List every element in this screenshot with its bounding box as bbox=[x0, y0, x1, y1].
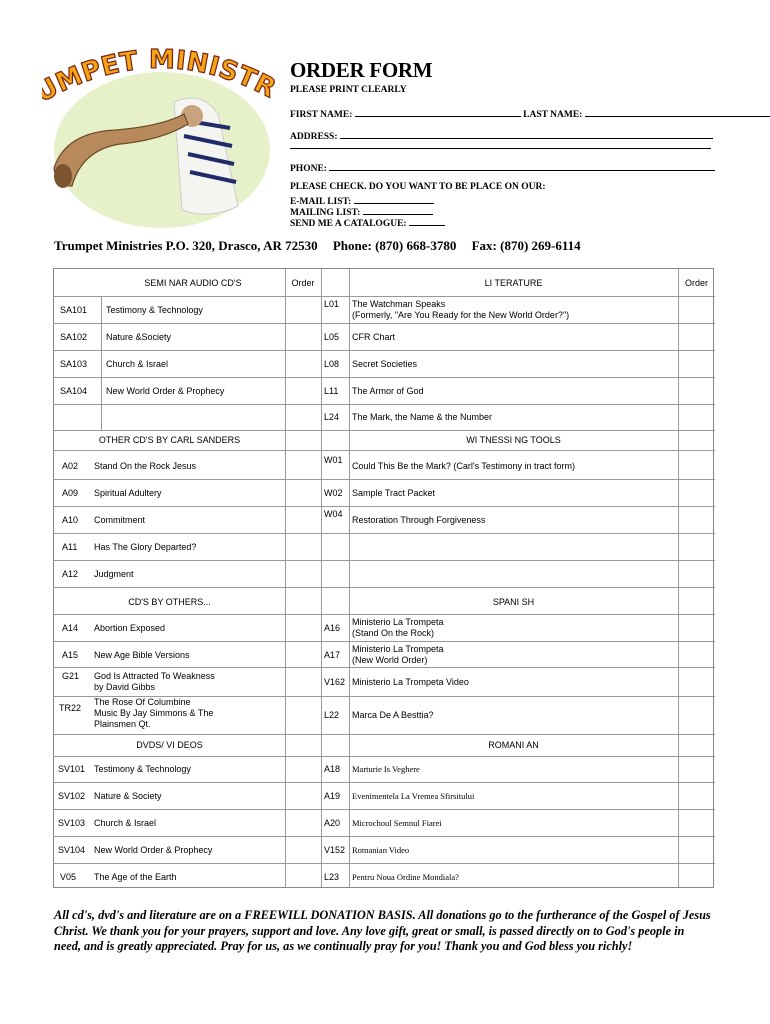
others-title: Abortion Exposed bbox=[94, 623, 166, 633]
others-code: G21 bbox=[62, 671, 80, 681]
logo-text: MPET MINISTR bbox=[51, 44, 281, 105]
address-line-2[interactable] bbox=[290, 148, 711, 149]
first-name-label: FIRST NAME: bbox=[290, 110, 353, 120]
witnessing-code: W02 bbox=[324, 488, 343, 498]
mailing-list-label: MAILING LIST: bbox=[290, 208, 361, 218]
dvd-title: Testimony & Technology bbox=[94, 764, 191, 774]
other-cd-title: Commitment bbox=[94, 515, 146, 525]
first-name-field[interactable] bbox=[355, 107, 521, 117]
witnessing-title: Restoration Through Forgiveness bbox=[352, 515, 486, 525]
logo-graphic bbox=[42, 40, 282, 230]
seminar-code: SA101 bbox=[60, 305, 88, 315]
literature-code: L05 bbox=[324, 332, 340, 342]
dvd-title: New World Order & Prophecy bbox=[94, 845, 213, 855]
spanish-code: A16 bbox=[324, 623, 341, 633]
witnessing-title: Could This Be the Mark? (Carl's Testimony in tract form) bbox=[352, 461, 575, 471]
other-cd-title: Has The Glory Departed? bbox=[94, 542, 197, 552]
cds-by-others-header: CD'S BY OTHERS... bbox=[128, 597, 211, 607]
last-name-field[interactable] bbox=[585, 107, 770, 117]
ministry-phone: Phone: (870) 668-3780 bbox=[332, 238, 457, 253]
others-code: A15 bbox=[62, 650, 79, 660]
order-header-left: Order bbox=[291, 278, 315, 288]
phone-label: PHONE: bbox=[290, 164, 327, 174]
other-cd-title: Stand On the Rock Jesus bbox=[94, 461, 197, 471]
others-code: A14 bbox=[62, 623, 79, 633]
last-name-label: LAST NAME: bbox=[523, 110, 583, 120]
check-prompt: PLEASE CHECK. DO YOU WANT TO BE PLACE ON OUR: bbox=[290, 182, 546, 192]
spanish-title: Ministerio La Trompeta Video bbox=[352, 677, 469, 687]
dvd-title: The Age of the Earth bbox=[94, 872, 177, 882]
spanish-title: Ministerio La Trompeta bbox=[352, 617, 444, 627]
spanish-code: L22 bbox=[324, 710, 340, 720]
dvd-code: V05 bbox=[60, 872, 77, 882]
other-cd-title: Judgment bbox=[94, 569, 134, 579]
other-cd-title: Spiritual Adultery bbox=[94, 488, 162, 498]
romanian-code: A18 bbox=[324, 764, 341, 774]
dvds-header: DVDS/ VI DEOS bbox=[136, 740, 203, 750]
spanish-title: Marca De A Besttia? bbox=[352, 710, 434, 720]
romanian-code: A19 bbox=[324, 791, 341, 801]
romanian-title: Marturie Is Veghere bbox=[352, 764, 420, 774]
romanian-title: Pentru Noua Ordine Mondiala? bbox=[352, 872, 459, 882]
seminar-title: Church & Israel bbox=[106, 359, 169, 369]
literature-title: CFR Chart bbox=[352, 332, 396, 342]
catalog-table bbox=[53, 268, 714, 888]
seminar-title: New World Order & Prophecy bbox=[106, 386, 225, 396]
contact-line bbox=[54, 238, 593, 254]
others-title: The Rose Of Columbine bbox=[94, 697, 191, 707]
romanian-code: V152 bbox=[324, 845, 346, 855]
literature-title: The Watchman Speaks bbox=[352, 299, 446, 309]
others-title: New Age Bible Versions bbox=[94, 650, 190, 660]
dvd-code: SV104 bbox=[58, 845, 86, 855]
donation-note: All cd's, dvd's and literature are on a FREEWILL DONATION BASIS. All donations go to the furtherance of the Gospel of Jesus Christ. We thank you for your prayers, support and love. Any love gift, great or small, is passed directly on to God's people in need, and is greatly appreciated. Pray for us, as we continually pray for you! Thank you and God bless you richly! bbox=[54, 908, 711, 953]
other-cd-code: A02 bbox=[62, 461, 79, 471]
ministry-fax: Fax: (870) 269-6114 bbox=[471, 238, 581, 253]
romanian-title: Evenimentela La Vremea Sfirsitului bbox=[352, 791, 475, 801]
catalogue-row bbox=[290, 216, 445, 229]
address-row bbox=[290, 129, 713, 142]
address-field[interactable] bbox=[340, 129, 713, 139]
seminar-code: SA102 bbox=[60, 332, 88, 342]
literature-code: L11 bbox=[324, 386, 339, 396]
witnessing-code: W01 bbox=[324, 455, 343, 465]
dvd-code: SV101 bbox=[58, 764, 86, 774]
seminar-title: Testimony & Technology bbox=[106, 305, 203, 315]
other-cd-code: A12 bbox=[62, 569, 79, 579]
literature-code: L24 bbox=[324, 412, 340, 422]
spanish-subtitle: (Stand On the Rock) bbox=[352, 628, 435, 638]
witnessing-header: WI TNESSI NG TOOLS bbox=[466, 435, 561, 445]
literature-code: L01 bbox=[324, 299, 340, 309]
literature-title: The Mark, the Name & the Number bbox=[352, 412, 493, 422]
form-title: ORDER FORM bbox=[290, 58, 433, 82]
form-subtitle: PLEASE PRINT CLEARLY bbox=[290, 85, 407, 95]
witnessing-title: Sample Tract Packet bbox=[352, 488, 436, 498]
order-form-header bbox=[290, 58, 720, 229]
mailing-list-field[interactable] bbox=[363, 205, 433, 215]
others-code: TR22 bbox=[59, 703, 82, 713]
spanish-subtitle: (New World Order) bbox=[352, 655, 428, 665]
spanish-header: SPANI SH bbox=[492, 597, 535, 607]
seminar-title: Nature &Society bbox=[106, 332, 172, 342]
literature-title: The Armor of God bbox=[352, 386, 424, 396]
other-cd-code: A09 bbox=[62, 488, 79, 498]
dvd-code: SV103 bbox=[58, 818, 86, 828]
others-title-line2: Music By Jay Simmons & The bbox=[94, 708, 214, 718]
other-cds-header: OTHER CD'S BY CARL SANDERS bbox=[98, 435, 241, 445]
others-title-line2: by David Gibbs bbox=[94, 682, 156, 692]
email-list-field[interactable] bbox=[354, 194, 434, 204]
ministry-address: Trumpet Ministries P.O. 320, Drasco, AR 72530 bbox=[54, 238, 318, 253]
dvd-code: SV102 bbox=[58, 791, 86, 801]
spanish-code: V162 bbox=[324, 677, 346, 687]
order-header-right: Order bbox=[684, 278, 708, 288]
address-label: ADDRESS: bbox=[290, 132, 338, 142]
romanian-title: Microchoul Semnul Fiarei bbox=[352, 818, 442, 828]
others-title-line3: Plainsmen Qt. bbox=[94, 719, 151, 729]
other-cd-code: A11 bbox=[62, 542, 78, 552]
name-row bbox=[290, 107, 770, 120]
email-list-label: E-MAIL LIST: bbox=[290, 197, 352, 207]
other-cd-code: A10 bbox=[62, 515, 79, 525]
seminar-header: SEMI NAR AUDIO CD'S bbox=[144, 278, 242, 288]
seminar-code: SA104 bbox=[60, 386, 88, 396]
literature-header: LI TERATURE bbox=[484, 278, 543, 288]
spanish-title: Ministerio La Trompeta bbox=[352, 644, 444, 654]
literature-title: Secret Societies bbox=[352, 359, 418, 369]
phone-row bbox=[290, 161, 715, 174]
dvd-title: Church & Israel bbox=[94, 818, 157, 828]
literature-subtitle: (Formerly, "Are You Ready for the New World Order?") bbox=[352, 310, 570, 320]
catalogue-field[interactable] bbox=[409, 216, 445, 226]
phone-field[interactable] bbox=[329, 161, 715, 171]
romanian-title: Romanian Video bbox=[352, 845, 410, 855]
spanish-code: A17 bbox=[324, 650, 341, 660]
literature-code: L08 bbox=[324, 359, 340, 369]
romanian-header: ROMANI AN bbox=[488, 740, 539, 750]
trumpet-ministries-logo bbox=[42, 40, 282, 230]
romanian-code: L23 bbox=[324, 872, 340, 882]
witnessing-code: W04 bbox=[324, 509, 343, 519]
others-title: God Is Attracted To Weakness bbox=[94, 671, 215, 681]
dvd-title: Nature & Society bbox=[94, 791, 162, 801]
romanian-code: A20 bbox=[324, 818, 341, 828]
catalogue-label: SEND ME A CATALOGUE: bbox=[290, 219, 407, 229]
seminar-code: SA103 bbox=[60, 359, 88, 369]
